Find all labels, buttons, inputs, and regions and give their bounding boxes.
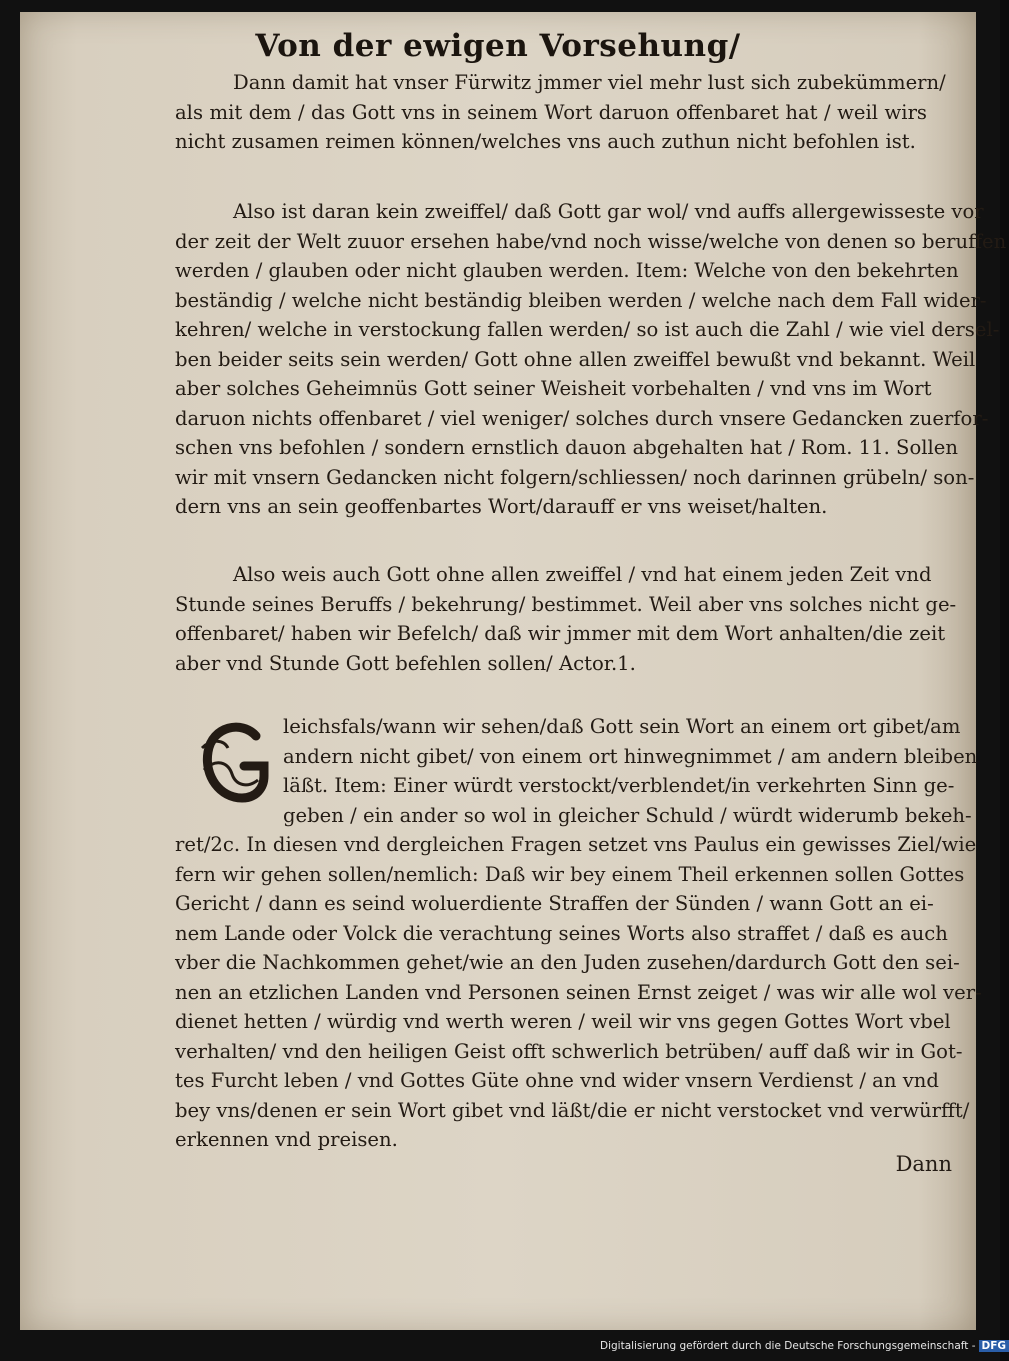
text-line: wir mit vnsern Gedancken nicht folgern/schliessen/ noch darinnen grübeln/ son- (175, 465, 975, 489)
catchword: Dann (895, 1152, 952, 1176)
text-line: nen an etzlichen Landen vnd Personen seinen Ernst zeiget / was wir alle wol ver- (175, 980, 982, 1004)
page-header: Von der ewigen Vorsehung/ (255, 28, 741, 64)
text-line: Also ist daran kein zweiffel/ daß Gott gar wol/ vnd auffs allergewisseste vor (233, 200, 984, 223)
text-line: Stunde seines Beruffs / bekehrung/ bestimmet. Weil aber vns solches nicht ge- (175, 592, 957, 616)
text-line: kehren/ welche in verstockung fallen werden/ so ist auch die Zahl / wie viel dersel- (175, 318, 1000, 341)
paragraph-3 (175, 560, 957, 678)
text-line: offenbaret/ haben wir Befelch/ daß wir jmmer mit dem Wort anhalten/die zeit (175, 622, 946, 645)
text-line: andern nicht gibet/ von einem ort hinwegnimmet / am andern bleiben (283, 744, 978, 768)
text-line: Also weis auch Gott ohne allen zweiffel / vnd hat einem jeden Zeit vnd (233, 563, 932, 586)
text-line: Gericht / dann es seind woluerdiente Straffen der Sünden / wann Gott an ei- (175, 892, 934, 915)
text-line: nicht zusamen reimen können/welches vns auch zuthun nicht befohlen ist. (175, 130, 916, 153)
text-line: vber die Nachkommen gehet/wie an den Juden zusehen/dardurch Gott den sei- (175, 951, 960, 974)
paragraph-2 (175, 197, 1007, 522)
text-line: daruon nichts offenbaret / viel weniger/ solches durch vnsere Gedancken zuerfor- (175, 406, 989, 430)
text-line: erkennen vnd preisen. (175, 1128, 398, 1151)
text-line: ben beider seits sein werden/ Gott ohne allen zweiffel bewußt vnd bekannt. Weil (175, 347, 976, 371)
text-line: beständig / welche nicht beständig bleiben werden / welche nach dem Fall wider- (175, 288, 987, 312)
text-line: fern wir gehen sollen/nemlich: Daß wir bey einem Theil erkennen sollen Gottes (175, 862, 965, 886)
initial-letter: G (232, 773, 240, 782)
text-line: aber vnd Stunde Gott befehlen sollen/ Actor.1. (175, 651, 636, 675)
text-line: der zeit der Welt zuuor ersehen habe/vnd noch wisse/welche von denen so beruffen (175, 229, 1007, 253)
text-line: schen vns befohlen / sondern ernstlich dauon abgehalten hat / Rom. 11. Sollen (175, 436, 959, 459)
text-line: läßt. Item: Einer würdt verstockt/verblendet/in verkehrten Sinn ge- (283, 774, 955, 797)
dfg-logo: DFG (979, 1340, 1009, 1352)
text-line: dienet hetten / würdig vnd werth weren / weil wir vns gegen Gottes Wort vbel (175, 1010, 951, 1033)
text-line: geben / ein ander so wol in gleicher Schuld / würdt widerumb bekeh- (283, 803, 972, 827)
text-line: verhalten/ vnd den heiligen Geist offt schwerlich betrüben/ auff daß wir in Got- (175, 1039, 963, 1063)
credit-text: Digitalisierung gefördert durch die Deutsche Forschungsgemeinschaft - (600, 1340, 976, 1352)
text-line: aber solches Geheimnüs Gott seiner Weisheit vorbehalten / vnd vns im Wort (175, 377, 932, 400)
text-line: dern vns an sein geoffenbartes Wort/darauff er vns weiset/halten. (175, 495, 828, 518)
paragraph-1 (175, 68, 946, 157)
paragraph-4 (175, 712, 982, 1155)
text-line: bey vns/denen er sein Wort gibet vnd läßt/die er nicht verstocket vnd verwürfft/ (175, 1098, 970, 1122)
digitization-credit (600, 1340, 1007, 1352)
text-line: als mit dem / das Gott vns in seinem Wort daruon offenbaret hat / weil wirs (175, 100, 927, 124)
text-line: tes Furcht leben / vnd Gottes Güte ohne vnd wider vnsern Verdienst / an vnd (175, 1069, 939, 1092)
text-line: werden / glauben oder nicht glauben werden. Item: Welche von den bekehrten (175, 259, 959, 282)
text-line: nem Lande oder Volck die verachtung seines Worts also straffet / daß es auch (175, 921, 948, 945)
text-line: leichsfals/wann wir sehen/daß Gott sein Wort an einem ort gibet/am (283, 715, 961, 738)
text-line: ret/2c. In diesen vnd dergleichen Fragen setzet vns Paulus ein gewisses Ziel/wie (175, 833, 977, 856)
text-line: Dann damit hat vnser Fürwitz jmmer viel mehr lust sich zubekümmern/ (233, 71, 946, 94)
